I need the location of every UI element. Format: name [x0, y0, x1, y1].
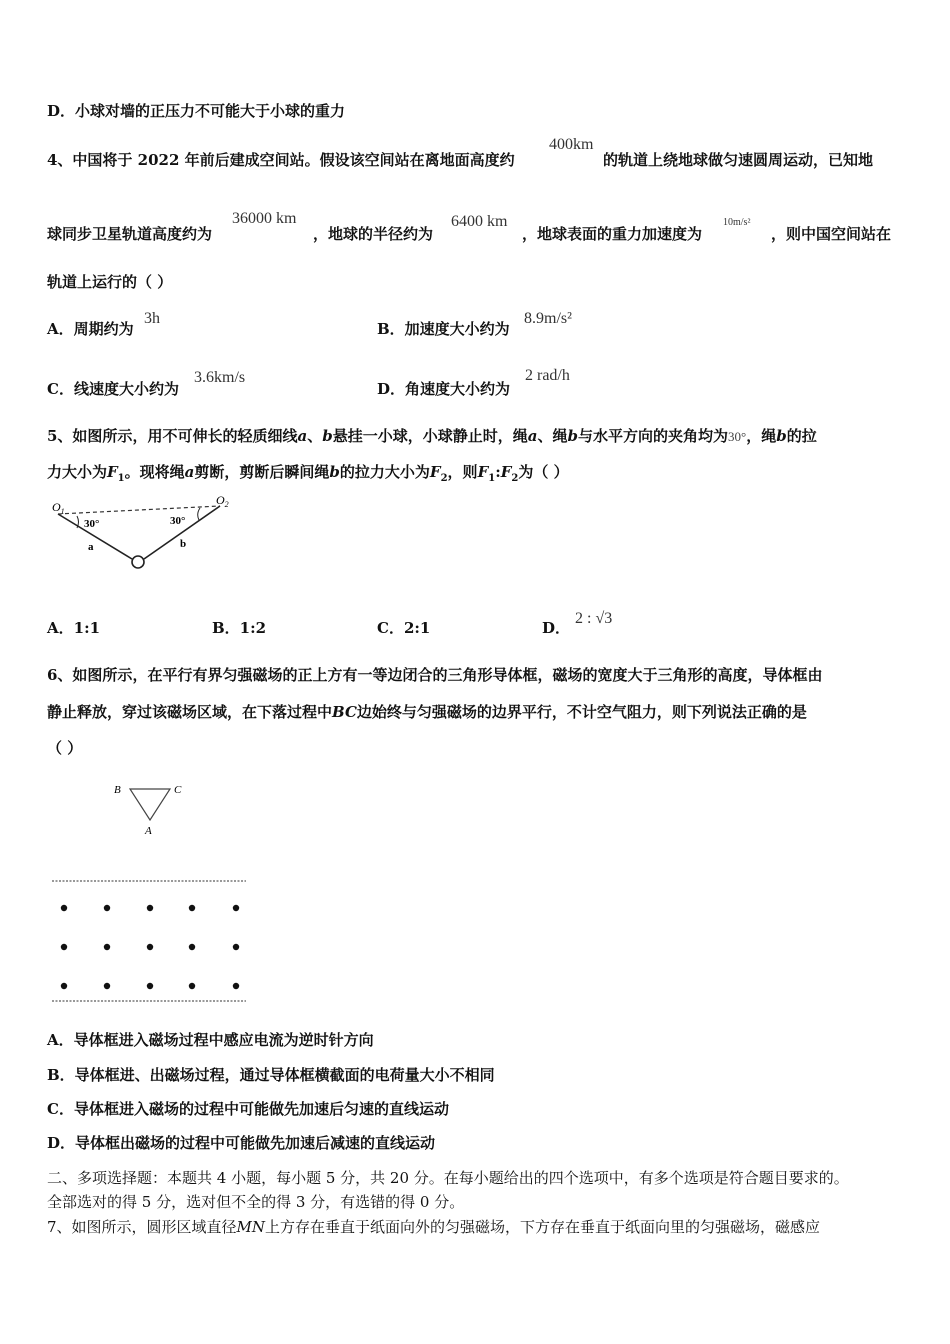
field-dot	[147, 944, 153, 950]
q6-option-d: D．导体框出磁场的过程中可能做先加速后减速的直线运动	[47, 1134, 436, 1152]
q4-option-b-value: 8.9m/s²	[524, 310, 572, 327]
ceiling-dashed-line	[58, 506, 220, 514]
label-a: A	[145, 825, 152, 837]
field-dot	[147, 905, 153, 911]
field-dot	[104, 983, 110, 989]
q6-triangle-figure	[112, 780, 192, 840]
rope-b	[144, 506, 220, 559]
label-rope-a: a	[88, 541, 94, 553]
q5-line1: 5、如图所示，用不可伸长的轻质细线a、b悬挂一小球，小球静止时，绳a、绳b与水平方向的夹角均为30°，绳b的拉	[47, 427, 817, 445]
section2-line2: 全部选对的得 5 分，选对但不全的得 3 分，有选错的得 0 分。	[47, 1193, 465, 1211]
q6-line2: 静止释放，穿过该磁场区域，在下落过程中BC边始终与匀强磁场的边界平行，不计空气阻力，则下列说法正确的是	[47, 703, 807, 721]
angle-arc-right	[198, 508, 200, 520]
ball	[132, 556, 144, 568]
q6-line1: 6、如图所示，在平行有界匀强磁场的正上方有一等边闭合的三角形导体框，磁场的宽度大于三角形的高度，导体框由	[47, 666, 823, 684]
field-dot	[233, 944, 239, 950]
q5-option-a: A．1:1	[47, 619, 101, 637]
q3-option-d: D．小球对墙的正压力不可能大于小球的重力	[47, 102, 346, 120]
q5-figure	[44, 492, 244, 582]
q4-line2c: ，地球表面的重力加速度为	[522, 225, 703, 243]
q4-line2b: ，地球的半径约为	[313, 225, 434, 243]
label-c: C	[174, 784, 182, 796]
q5-option-c: C．2:1	[377, 619, 431, 637]
q5-option-d-label: D．	[542, 619, 571, 637]
field-dot	[189, 905, 195, 911]
field-dot	[233, 905, 239, 911]
field-dot	[61, 983, 67, 989]
label-angle-right: 30°	[170, 515, 186, 527]
q4-height-2: 36000 km	[232, 210, 297, 227]
q4-line3: 轨道上运行的（ ）	[47, 273, 173, 291]
q4-option-b-label: B．加速度大小约为	[377, 320, 510, 338]
label-b: B	[114, 784, 121, 796]
q4-height-1: 400km	[549, 136, 594, 153]
section2-line1: 二、多项选择题：本题共 4 小题，每小题 5 分，共 20 分。在每小题给出的四个选项中，有多个选项是符合题目要求的。	[47, 1169, 849, 1187]
q7-line1: 7、如图所示，圆形区域直径MN上方存在垂直于纸面向外的匀强磁场，下方存在垂直于纸面向里的匀强磁场，磁感应	[47, 1218, 821, 1236]
q6-option-b: B．导体框进、出磁场过程，通过导体框横截面的电荷量大小不相同	[47, 1066, 495, 1084]
label-o2: $O_2$	[216, 493, 229, 509]
q5-option-d-value: 2 : √3	[575, 610, 613, 627]
q4-option-a-label: A．周期约为	[47, 320, 134, 338]
field-dot	[233, 983, 239, 989]
label-o1: $O_1$	[52, 500, 65, 516]
field-dot	[189, 944, 195, 950]
q4-line1b: 的轨道上绕地球做匀速圆周运动，已知地	[603, 151, 874, 169]
field-dot	[61, 944, 67, 950]
q4-line1a: 4、中国将于 2022 年前后建成空间站。假设该空间站在离地面高度约	[47, 151, 515, 169]
q4-line2d: ，则中国空间站在	[771, 225, 892, 243]
triangle-frame	[130, 789, 170, 820]
q5-line2: 力大小为$F_1$。现将绳a剪断，剪断后瞬间绳b的拉力大小为$F_2$，则$F_1:F_2$为（ ）	[47, 463, 569, 484]
q6-line3: （ ）	[47, 739, 83, 757]
field-dots	[61, 905, 239, 989]
q6-magnetic-field-figure	[50, 875, 250, 1005]
label-angle-left: 30°	[84, 518, 100, 530]
q4-option-a-value: 3h	[144, 310, 160, 327]
q6-option-c: C．导体框进入磁场的过程中可能做先加速后匀速的直线运动	[47, 1100, 449, 1118]
q6-option-a: A．导体框进入磁场过程中感应电流为逆时针方向	[47, 1031, 374, 1049]
field-dot	[147, 983, 153, 989]
q4-gravity: 10m/s²	[723, 217, 751, 228]
q4-option-c-value: 3.6km/s	[194, 369, 246, 386]
label-rope-b: b	[180, 538, 187, 550]
field-dot	[61, 905, 67, 911]
field-dot	[104, 944, 110, 950]
q4-radius: 6400 km	[451, 213, 508, 230]
field-dot	[104, 905, 110, 911]
q5-option-b: B．1:2	[212, 619, 267, 637]
q4-option-d-label: D．角速度大小约为	[377, 380, 511, 398]
q4-option-d-value: 2 rad/h	[525, 367, 570, 384]
field-dot	[189, 983, 195, 989]
q4-line2a: 球同步卫星轨道高度约为	[47, 225, 213, 243]
q4-option-c-label: C．线速度大小约为	[47, 380, 179, 398]
